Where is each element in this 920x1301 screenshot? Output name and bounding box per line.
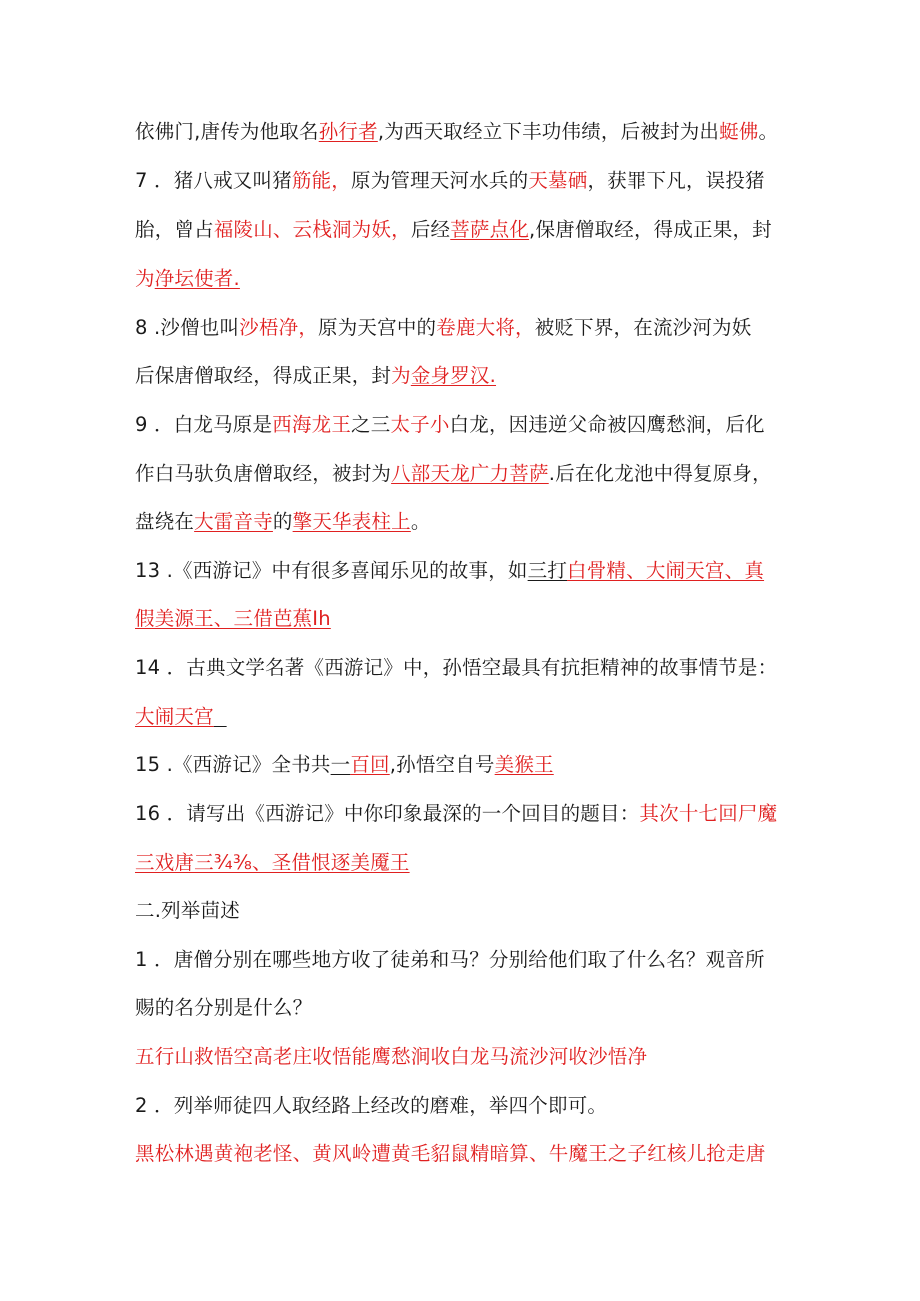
question-text: 8 .沙僧也叫 <box>135 316 240 339</box>
question-text: 的 <box>272 510 293 533</box>
question-text: ,孙悟空自号 <box>389 753 495 776</box>
text-line-18 <box>135 945 800 975</box>
text-line-4 <box>135 264 800 294</box>
text-line-20 <box>135 1042 800 1072</box>
text-line-21 <box>135 1091 800 1121</box>
question-text: 9 ．白龙马原是 <box>135 413 273 436</box>
question-text: 。 <box>410 510 431 533</box>
answer-text: 八部天龙广力菩萨 <box>391 462 549 485</box>
question-text: 赐的名分别是什么？ <box>135 996 313 1019</box>
answer-text: 五行山救悟空高老庄收悟能鹰愁涧收白龙马流沙河收沙悟净 <box>135 1045 648 1068</box>
question-text: 后保唐僧取经，得成正果，封 <box>135 364 392 387</box>
question-text: 16 ．请写出《西游记》中你印象最深的一个回目的题目： <box>135 802 640 825</box>
answer-text: 沙梧净， <box>239 316 319 339</box>
answer-text: 百回 <box>350 753 390 776</box>
question-text <box>214 705 227 728</box>
text-line-17 <box>135 896 800 926</box>
text-line-2 <box>135 166 800 196</box>
text-line-1 <box>135 117 800 147</box>
answer-text: 大雷音寺 <box>194 510 273 533</box>
answer-text: 孙行者 <box>318 120 378 143</box>
text-line-13 <box>135 702 800 732</box>
answer-text: 擎天华表柱上 <box>292 510 411 533</box>
answer-text: 三戏唐三¾⅜、圣借恨逐美魇王 <box>135 851 410 874</box>
text-line-3 <box>135 215 800 245</box>
text-line-5 <box>135 313 800 343</box>
answer-text: 假美源王、三借芭蕉Ih <box>135 607 331 630</box>
question-text: 胎，曾占 <box>135 218 214 241</box>
question-text: 7 ．猪八戒又叫猪 <box>135 169 292 192</box>
text-line-16 <box>135 848 800 878</box>
answer-text: 为 <box>391 364 411 387</box>
answer-text: 太子小 <box>390 413 450 436</box>
text-line-19 <box>135 993 800 1023</box>
answer-text: 其次十七回尸魔 <box>639 802 778 825</box>
answer-text: 蜓佛 <box>719 120 759 143</box>
question-text: .后在化龙池中得复原身， <box>548 462 772 485</box>
question-text: 三打 <box>527 559 568 582</box>
text-line-7 <box>135 410 800 440</box>
answer-text: 天墓硒 <box>528 169 588 192</box>
question-text: 14 ．古典文学名著《西游记》中，孙悟空最具有抗拒精神的故事情节是： <box>135 656 778 679</box>
question-text: 作白马驮负唐僧取经，被封为 <box>135 462 392 485</box>
text-line-10 <box>135 556 800 586</box>
answer-text: 美猴王 <box>494 753 554 776</box>
question-text: 2 ．列举师徒四人取经路上经改的磨难，举四个即可。 <box>135 1094 608 1117</box>
text-line-12 <box>135 653 800 683</box>
question-text: 原为管理天河水兵的 <box>351 169 529 192</box>
question-text: ，获罪下凡，误投猪 <box>587 169 765 192</box>
text-line-6 <box>135 361 800 391</box>
question-text: 白龙，因违逆父命被囚鹰愁涧，后化 <box>449 413 765 436</box>
question-text: 被贬下界，在流沙河为妖 <box>534 316 752 339</box>
question-text: 13 .《西游记》中有很多喜闻乐见的故事，如 <box>135 559 528 582</box>
question-text: 原为天宫中的 <box>318 316 437 339</box>
text-line-9 <box>135 507 800 537</box>
text-line-15 <box>135 799 800 829</box>
question-text: 盘绕在 <box>135 510 195 533</box>
answer-text: 金身罗汉. <box>410 364 497 387</box>
question-text: 依佛门,唐传为他取名 <box>135 120 319 143</box>
answer-text: 为 <box>135 267 155 290</box>
question-text: 。 <box>758 120 779 143</box>
answer-text: 菩萨点化 <box>450 218 530 241</box>
question-text: ,为西天取经立下丰功伟绩，后被封为出 <box>377 120 720 143</box>
question-text: 后经 <box>410 218 451 241</box>
text-line-8 <box>135 459 800 489</box>
answer-text: 大闹天宫 <box>135 705 214 728</box>
question-text: 1 ．唐僧分别在哪些地方收了徒弟和马？分别给他们取了什么名？观音所 <box>135 948 765 971</box>
answer-text: 卷鹿大将， <box>436 316 535 339</box>
text-line-22 <box>135 1139 800 1169</box>
answer-text: 净坛使者. <box>154 267 240 290</box>
answer-text: 白骨精、大闹天宫、真 <box>567 559 765 582</box>
answer-text: 西海龙王 <box>272 413 352 436</box>
question-text: ,保唐僧取经，得成正果，封 <box>529 218 772 241</box>
question-text: 二.列举茴述 <box>135 899 240 922</box>
answer-text: 筋能， <box>291 169 352 192</box>
text-line-14 <box>135 750 800 780</box>
answer-text: 黑松林遇黄袍老怪、黄风岭遭黄毛貂鼠精暗算、牛魔王之子红核儿抢走唐 <box>135 1142 766 1165</box>
question-text: 一 <box>330 753 351 776</box>
question-text: 15 .《西游记》全书共 <box>135 753 331 776</box>
question-text: 之三 <box>351 413 391 436</box>
answer-text: 福陵山、云栈洞为妖， <box>213 218 411 241</box>
text-line-11 <box>135 604 800 634</box>
